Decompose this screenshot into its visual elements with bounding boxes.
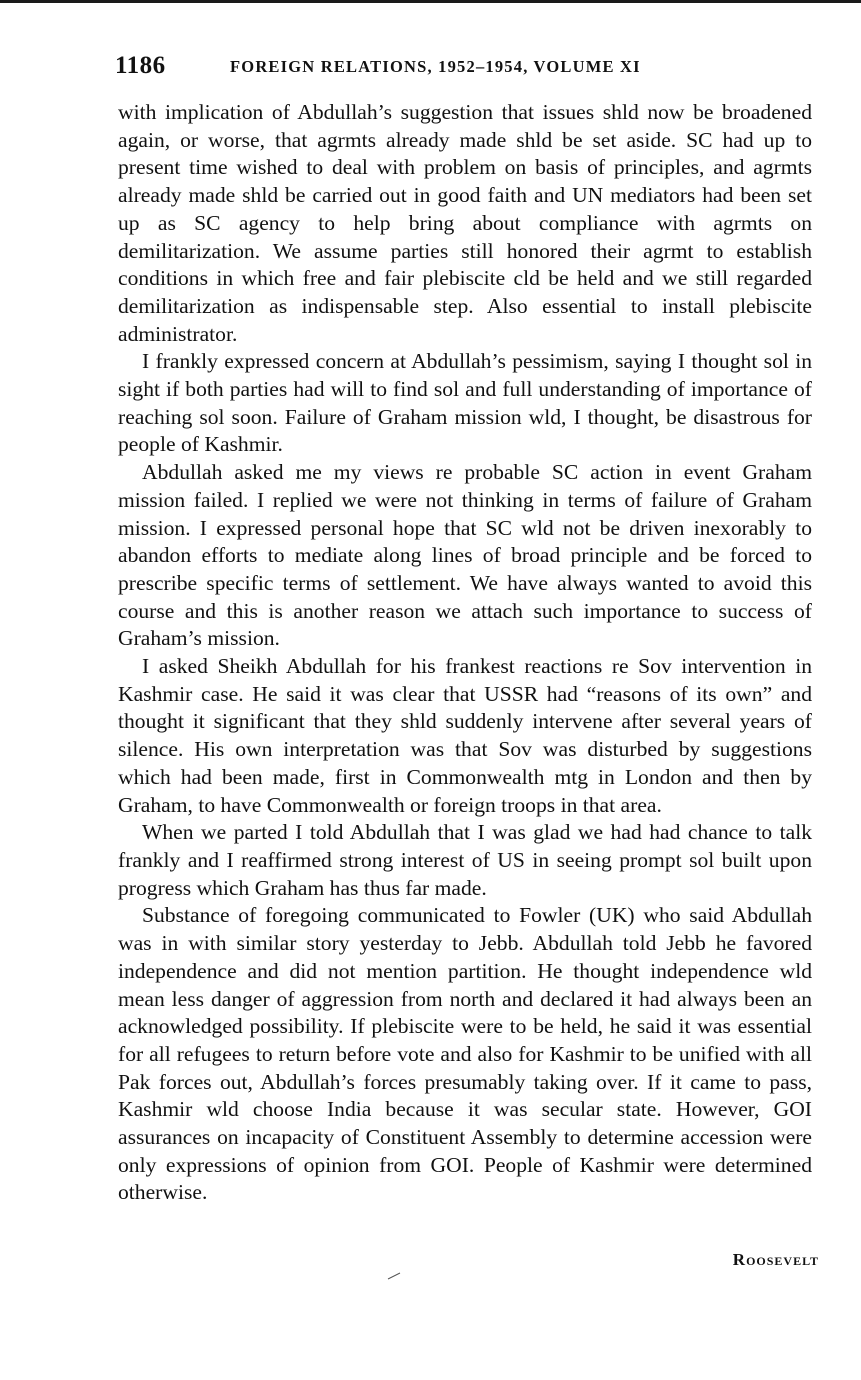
signature: Roosevelt: [732, 1250, 819, 1269]
body-text: [118, 99, 812, 1207]
paragraph-5: When we parted I told Abdullah that I was glad we had had chance to talk frankly and I reaffirmed strong interest of US in seeing prompt sol built upon progress which Graham has thus far made.: [118, 820, 812, 900]
paragraph-4: I asked Sheikh Abdullah for his frankest reactions re Sov intervention in Kashmir case. He said it was clear that USSR had “reasons of its own” and thought it significant that they shld suddenly intervene after several years of silence. His own interpretation was that Sov was disturbed by suggestions which had been made, first in Commonwealth mtg in London and then by Graham, to have Commonwealth or foreign troops in that area.: [118, 654, 812, 817]
paragraph-1: with implication of Abdullah’s suggestion that issues shld now be broadened again, or worse, that agrmts already made shld be set aside. SC had up to present time wished to deal with problem on basis of principles, and agrmts already made shld be carried out in good faith and UN mediators had been set up as SC agency to help bring about compliance with agrmts on demilitarization. We assume parties still honored their agrmt to establish conditions in which free and fair plebiscite cld be held and we still regarded demilitarization as indispensable step. Also essential to install plebiscite administrator.: [118, 100, 812, 346]
page-header: [115, 52, 825, 86]
paragraph-3: Abdullah asked me my views re probable SC action in event Graham mission failed. I replied we were not thinking in terms of failure of Graham mission. I expressed personal hope that SC wld not be driven inexorably to abandon efforts to mediate along lines of broad principle and be forced to prescribe specific terms of settlement. We have always wanted to avoid this course and this is another reason we attach such importance to success of Graham’s mission.: [118, 460, 812, 651]
running-head: FOREIGN RELATIONS, 1952–1954, VOLUME XI: [230, 57, 641, 76]
page-number: 1186: [115, 52, 166, 79]
stray-pen-mark: [387, 1272, 401, 1280]
paragraph-2: I frankly expressed concern at Abdullah’s pessimism, saying I thought sol in sight if both parties had will to find sol and full understanding of importance of reaching sol soon. Failure of Graham mission wld, I thought, be disastrous for people of Kashmir.: [118, 349, 812, 457]
top-rule: [0, 0, 861, 3]
paragraph-6: Substance of foregoing communicated to Fowler (UK) who said Abdullah was in with similar story yesterday to Jebb. Abdullah told Jebb he favored independence and did not mention partition. He thought independence wld mean less danger of aggression from north and declared it had always been an acknowledged possibility. If plebiscite were to be held, he said it was essential for all refugees to return before vote and also for Kashmir to be unified with all Pak forces out, Abdullah’s forces presumably taking over. If it came to pass, Kashmir wld choose India because it was secular state. However, GOI assurances on incapacity of Constituent Assembly to determine accession were only expressions of opinion from GOI. People of Kashmir were determined otherwise.: [118, 903, 812, 1205]
